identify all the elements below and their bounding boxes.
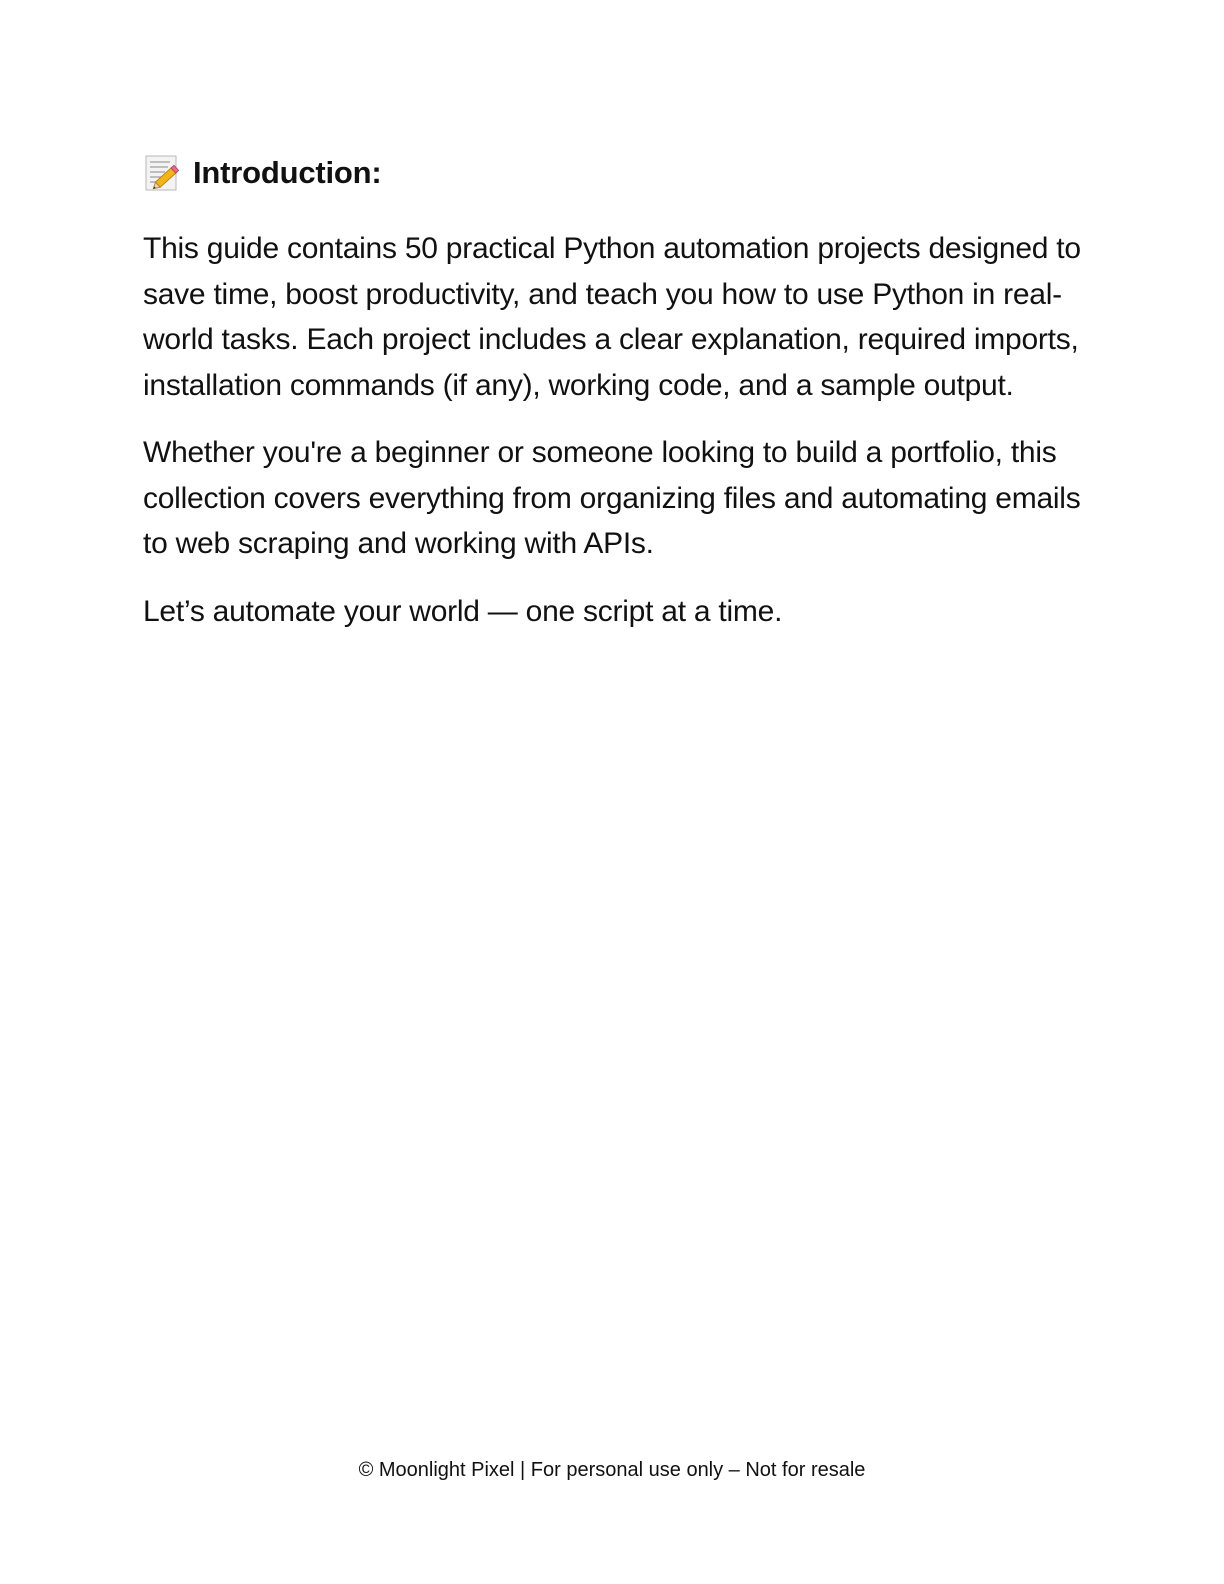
section-heading (143, 150, 1093, 196)
intro-paragraph-1: This guide contains 50 practical Python automation projects designed to save time, boost productivity, and teach you how to use Python in real-world tasks. Each project includes a clear explanation, required imports, installation commands (if any), working code, and a sample output. (143, 232, 1081, 402)
intro-paragraph-2: Whether you're a beginner or someone looking to build a portfolio, this collection covers everything from organizing files and automating emails to web scraping and working with APIs. (143, 436, 1081, 560)
page-title: Introduction: (193, 155, 382, 190)
intro-paragraph-3: Let’s automate your world — one script at a time. (143, 594, 783, 628)
memo-pencil-icon (143, 153, 183, 193)
copyright-footer: © Moonlight Pixel | For personal use only – Not for resale (358, 1459, 866, 1481)
page-content (143, 150, 1093, 656)
